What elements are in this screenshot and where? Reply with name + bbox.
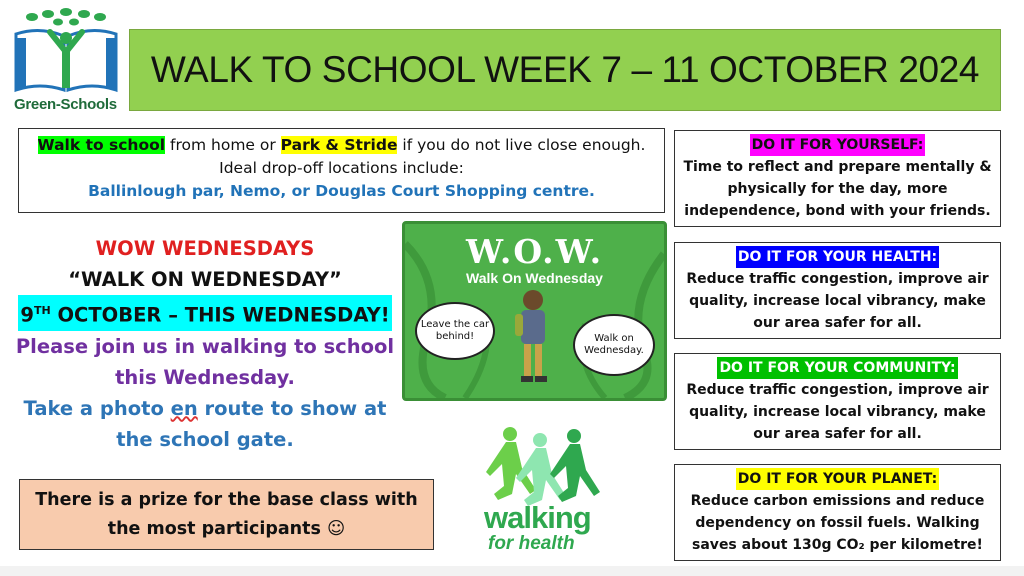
side-box-body: Reduce traffic congestion, improve air quality, increase local vibrancy, make our area safer for all. [686, 271, 989, 331]
walk-to-school-highlight: Walk to school [37, 136, 166, 154]
date-text: OCTOBER – THIS WEDNESDAY! [50, 303, 390, 327]
child-figure-icon [515, 290, 547, 382]
photo-text-c: route to show at the school gate. [116, 396, 387, 451]
walking-for-health-line2: for health [488, 533, 575, 554]
side-box-body: Reduce carbon emissions and reduce dependency on fossil fuels. Walking saves about 130g CO₂ per kilometre! [690, 493, 985, 553]
walking-for-health-line1: walking [484, 500, 591, 535]
speech-bubble-right: Walk on Wednesday. [573, 314, 655, 376]
park-and-stride-highlight: Park & Stride [280, 136, 398, 154]
title-banner [129, 29, 1001, 111]
wow-wednesdays-section [15, 233, 395, 455]
logo-text: Green-Schools [14, 96, 117, 113]
do-it-for-your-planet-box [674, 464, 1001, 561]
speech-bubble-left: Leave the car behind! [415, 302, 495, 360]
side-box-heading: DO IT FOR YOUR HEALTH: [736, 246, 939, 268]
side-box-heading: DO IT FOR YOUR COMMUNITY: [717, 357, 957, 379]
wow-date-line [15, 295, 395, 331]
page-title: WALK TO SCHOOL WEEK 7 – 11 OCTOBER 2024 [150, 49, 980, 90]
side-box-body: Reduce traffic congestion, improve air quality, increase local vibrancy, make our area safer for all. [686, 382, 989, 442]
prize-box: There is a prize for the base class with the most participants ☺ [19, 479, 434, 550]
side-box-heading: DO IT FOR YOURSELF: [750, 134, 926, 156]
photo-text-a: Take a photo [23, 396, 171, 420]
intro-box [18, 128, 665, 213]
date-number: 9 [20, 303, 34, 327]
side-box-body: Time to reflect and prepare mentally & physically for the day, more independence, bond with your friends. [683, 159, 992, 219]
do-it-for-your-community-box [674, 353, 1001, 450]
walk-on-wednesday-quote: “WALK ON WEDNESDAY” [68, 268, 342, 291]
wow-poster-image [402, 221, 667, 401]
date-suffix: TH [33, 304, 51, 317]
drop-off-locations: Ballinlough par, Nemo, or Douglas Court Shopping centre. [88, 182, 595, 200]
join-us-text: Please join us in walking to school this Wednesday. [15, 334, 395, 389]
photo-text-en: en [170, 396, 198, 420]
poster-subtitle: Walk On Wednesday [466, 270, 603, 286]
do-it-for-your-health-box [674, 242, 1001, 339]
photo-text [15, 393, 395, 455]
side-box-heading: DO IT FOR YOUR PLANET: [736, 468, 939, 490]
poster-title: W.O.W. [465, 232, 604, 271]
wow-heading: WOW WEDNESDAYS [95, 237, 315, 260]
do-it-for-yourself-box [674, 130, 1001, 227]
intro-text-2: if you do not live close enough. Ideal drop-off locations include: [219, 136, 646, 177]
intro-text-1: from home or [165, 136, 281, 154]
